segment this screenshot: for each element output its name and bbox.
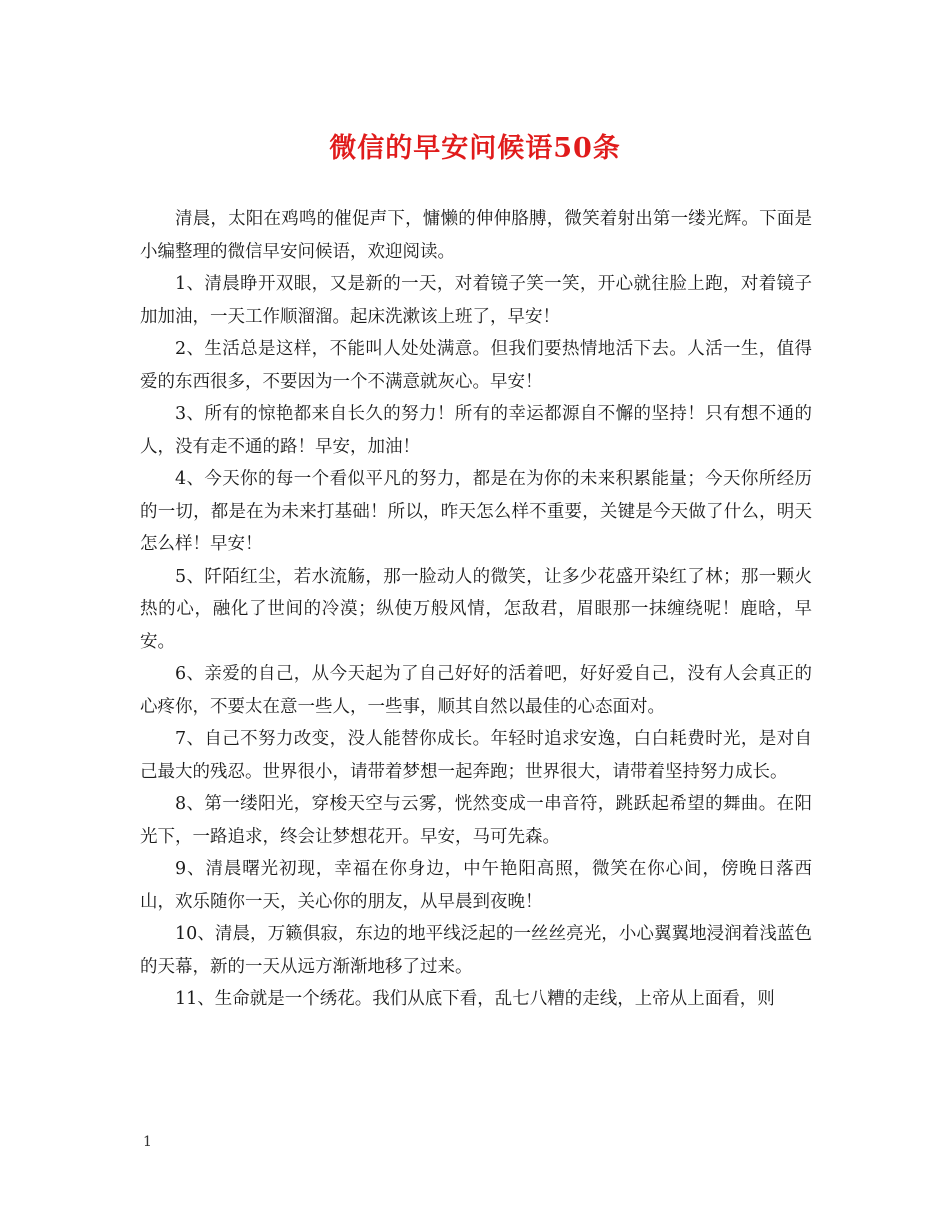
paragraph-6: 6、亲爱的自己，从今天起为了自己好好的活着吧，好好爱自己，没有人会真正的心疼你，不要太在意一些人，一些事，顺其自然以最佳的心态面对。 [140,664,812,717]
paragraph-10: 10、清晨，万籁俱寂，东边的地平线泛起的一丝丝亮光，小心翼翼地浸润着浅蓝色的天幕，新的一天从远方渐渐地移了过来。 [140,924,812,977]
paragraph-intro: 清晨，太阳在鸡鸣的催促声下，慵懒的伸伸胳膊，微笑着射出第一缕光辉。下面是小编整理的微信早安问候语，欢迎阅读。 [140,209,812,262]
paragraph-7: 7、自己不努力改变，没人能替你成长。年轻时追求安逸，白白耗费时光，是对自己最大的残忍。世界很小，请带着梦想一起奔跑；世界很大，请带着坚持努力成长。 [140,729,812,782]
paragraph-9: 9、清晨曙光初现，幸福在你身边，中午艳阳高照，微笑在你心间，傍晚日落西山，欢乐随你一天，关心你的朋友，从早晨到夜晚！ [140,859,812,912]
page-number: 1 [143,1134,152,1150]
paragraph-3: 3、所有的惊艳都来自长久的努力！所有的幸运都源自不懈的坚持！只有想不通的人，没有走不通的路！早安，加油！ [140,404,812,457]
paragraph-11: 11、生命就是一个绣花。我们从底下看，乱七八糟的走线，上帝从上面看，则 [175,989,775,1009]
paragraph-4: 4、今天你的每一个看似平凡的努力，都是在为你的未来积累能量；今天你所经历的一切，都是在为未来打基础！所以，昨天怎么样不重要，关键是今天做了什么，明天怎么样！早安！ [140,469,812,554]
document-body [140,203,812,1016]
paragraph-8: 8、第一缕阳光，穿梭天空与云雾，恍然变成一串音符，跳跃起希望的舞曲。在阳光下，一路追求，终会让梦想花开。早安，马可先森。 [140,794,812,847]
paragraph-5: 5、阡陌红尘，若水流觞，那一脸动人的微笑，让多少花盛开染红了林；那一颗火热的心，融化了世间的冷漠；纵使万般风情，怎敌君，眉眼那一抹缠绕呢！鹿晗，早安。 [140,566,812,652]
paragraph-1: 1、清晨睁开双眼，又是新的一天，对着镜子笑一笑，开心就往脸上跑，对着镜子加加油，一天工作顺溜溜。起床洗漱该上班了，早安！ [140,274,812,327]
paragraph-2: 2、生活总是这样，不能叫人处处满意。但我们要热情地活下去。人活一生，值得爱的东西很多，不要因为一个不满意就灰心。早安！ [140,339,812,392]
document-title: 微信的早安问候语50条 [329,133,621,164]
